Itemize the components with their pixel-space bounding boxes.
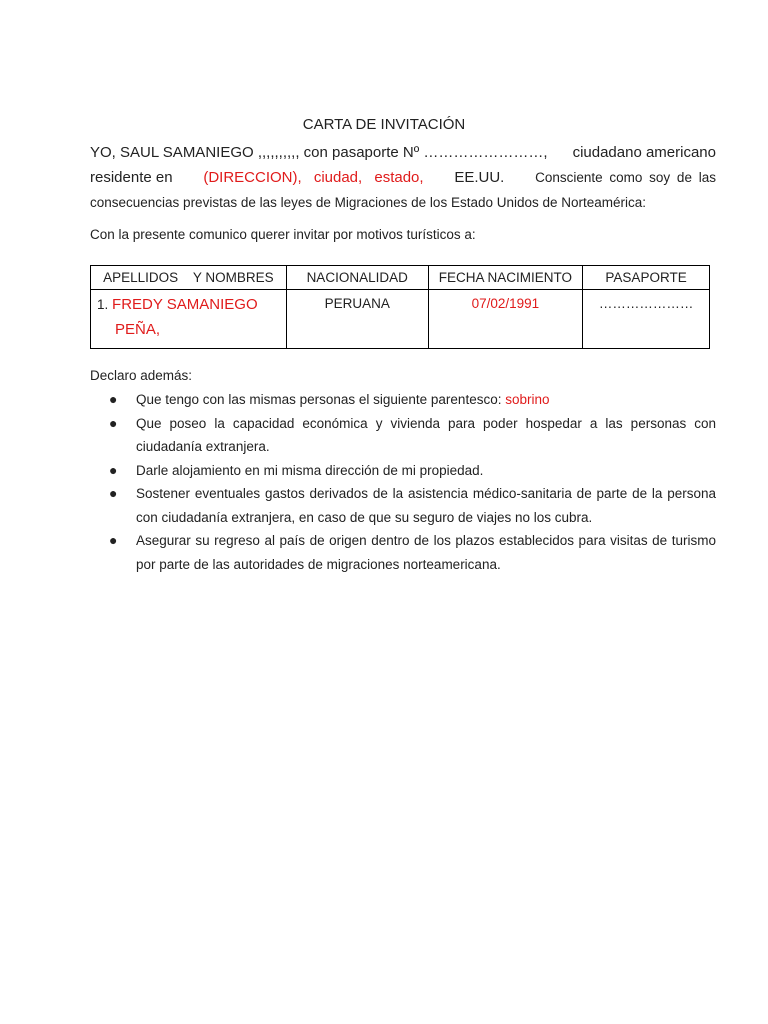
- intro-residente: residente en: [90, 169, 173, 186]
- list-item: [90, 529, 716, 576]
- table-header-row: [91, 266, 710, 290]
- intro-paragraph: [90, 140, 716, 215]
- invite-paragraph: Con la presente comunico querer invitar por motivos turísticos a:: [90, 227, 476, 242]
- declaration-4-text: Sostener eventuales gastos derivados de la asistencia médico-sanitaria de parte de la persona con ciudadanía extranjera, en caso de que su seguro de viajes no los cubra.: [136, 486, 716, 525]
- bullet-icon: ●: [109, 391, 118, 407]
- intro-address-placeholder: (DIRECCION), ciudad, estado,: [203, 169, 424, 186]
- bullet-icon: ●: [109, 532, 118, 548]
- header-fecha-nacimiento: FECHA NACIMIENTO: [428, 266, 583, 290]
- intro-consciente: Consciente como soy de las: [535, 170, 716, 185]
- declaro-heading: Declaro además:: [90, 368, 193, 383]
- bullet-icon: ●: [109, 414, 118, 431]
- intro-line-1-end: ciudadano americano: [572, 144, 716, 161]
- bullet-icon: ●: [109, 461, 118, 478]
- cell-name: [91, 290, 287, 349]
- intro-line-2: [90, 165, 716, 190]
- list-item: [90, 388, 716, 412]
- row-number: 1.: [97, 297, 109, 312]
- declaration-1-text: Que tengo con las mismas personas el siguiente parentesco:: [136, 392, 502, 407]
- letter-title: CARTA DE INVITACIÓN: [302, 116, 466, 133]
- cell-passport: …………………: [583, 290, 710, 349]
- declaration-1-relationship: sobrino: [505, 392, 550, 407]
- declaration-5-text: Asegurar su regreso al país de origen dentro de los plazos establecidos para visitas de turismo por parte de las autoridades de migraciones norteamericana.: [136, 533, 716, 572]
- list-item: [90, 459, 716, 483]
- table-row: [91, 290, 710, 349]
- bullet-icon: ●: [109, 485, 118, 501]
- invitee-name-line-1: FREDY SAMANIEGO: [112, 296, 258, 313]
- declaration-3-text: Darle alojamiento en mi misma dirección de mi propiedad.: [136, 462, 484, 478]
- header-nacionalidad: NACIONALIDAD: [286, 266, 428, 290]
- list-item: [90, 482, 716, 529]
- declaration-2-text: Que poseo la capacidad económica y vivienda para poder hospedar a las personas con ciudadanía extranjera.: [136, 415, 716, 454]
- intro-line-1: [90, 140, 716, 165]
- invitee-name-line-2: PEÑA,: [115, 321, 161, 338]
- header-pasaporte: PASAPORTE: [583, 266, 710, 290]
- cell-birth-date: 07/02/1991: [428, 290, 583, 349]
- intro-line-1-start: YO, SAUL SAMANIEGO ,,,,,,,,,, con pasaporte Nº ……………………,: [90, 144, 548, 161]
- invitee-table: [90, 265, 710, 349]
- intro-consecuencias: consecuencias previstas de las leyes de Migraciones de los Estado Unidos de Norteamérica:: [90, 195, 647, 210]
- intro-line-3: [90, 190, 716, 215]
- list-item: [90, 412, 716, 459]
- intro-country: EE.UU.: [454, 169, 505, 186]
- declaration-list: [90, 388, 716, 576]
- header-apellidos-nombres: APELLIDOS Y NOMBRES: [91, 266, 287, 290]
- cell-nationality: PERUANA: [286, 290, 428, 349]
